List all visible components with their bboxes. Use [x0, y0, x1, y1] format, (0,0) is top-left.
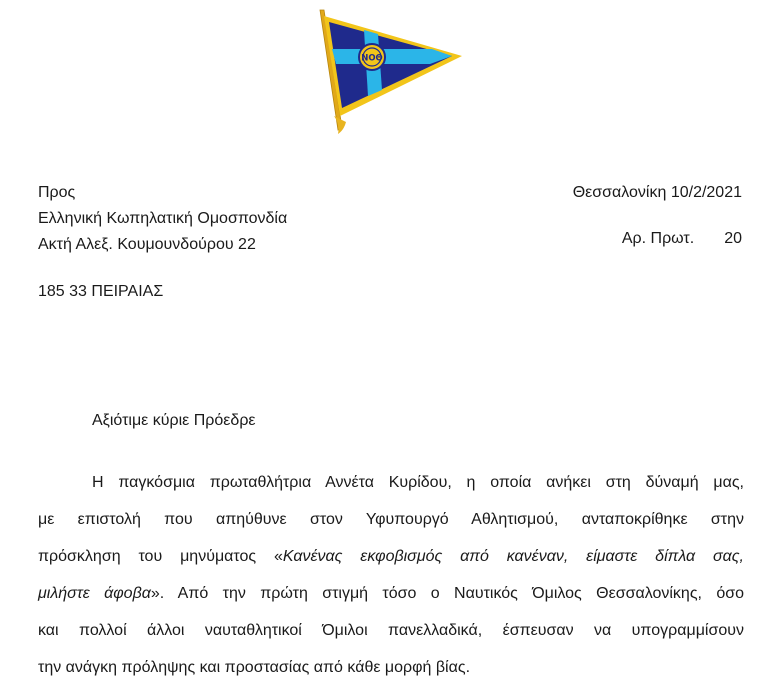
protocol-label: Αρ. Πρωτ.	[621, 230, 695, 247]
body-line-6: την ανάγκη πρόληψης και προστασίας από κάθε μορφή βίας.	[38, 659, 471, 676]
protocol-number: 20	[724, 230, 742, 247]
recipient-name: Ελληνική Κωπηλατική Ομοσπονδία	[38, 210, 288, 227]
place-date: Θεσσαλονίκη 10/2/2021	[572, 184, 742, 201]
body-line-3	[38, 542, 744, 572]
svg-text:ΝΟΘ: ΝΟΘ	[361, 53, 383, 64]
recipient-street: Ακτή Αλεξ. Κουμουνδούρου 22	[38, 236, 256, 253]
pennant-flag-icon	[312, 6, 468, 138]
recipient-address-block	[38, 180, 287, 258]
letter-body	[38, 468, 744, 690]
recipient-prefix: Προς	[38, 184, 76, 201]
body-line-3-quote: Κανένας εκφοβισμός από κανέναν, είμαστε δίπλα σας,	[282, 548, 744, 565]
body-line-4-text: ». Από την πρώτη στιγμή τόσο ο Ναυτικός Όμιλος Θεσσαλονίκης, όσο	[150, 585, 745, 602]
body-line-1: Η παγκόσμια πρωταθλήτρια Αννέτα Κυρίδου, η οποία ανήκει στη δύναμή μας,	[92, 474, 744, 491]
salutation: Αξιότιμε κύριε Πρόεδρε	[92, 412, 256, 429]
protocol-number-line	[622, 226, 742, 252]
recipient-postal: 185 33 ΠΕΙΡΑΙΑΣ	[38, 283, 164, 300]
body-line-5: και πολλοί άλλοι ναυταθλητικοί Όμιλοι πανελλαδικά, έσπευσαν να υπογραμμίσουν	[38, 622, 744, 639]
body-line-4-quote: μιλήστε άφοβα	[38, 585, 151, 602]
body-line-4	[38, 579, 744, 609]
body-line-2: με επιστολή που απηύθυνε στον Υφυπουργό Αθλητισμού, ανταποκρίθηκε στην	[38, 511, 744, 528]
body-line-3-text: πρόσκληση του μηνύματος «	[38, 548, 283, 565]
